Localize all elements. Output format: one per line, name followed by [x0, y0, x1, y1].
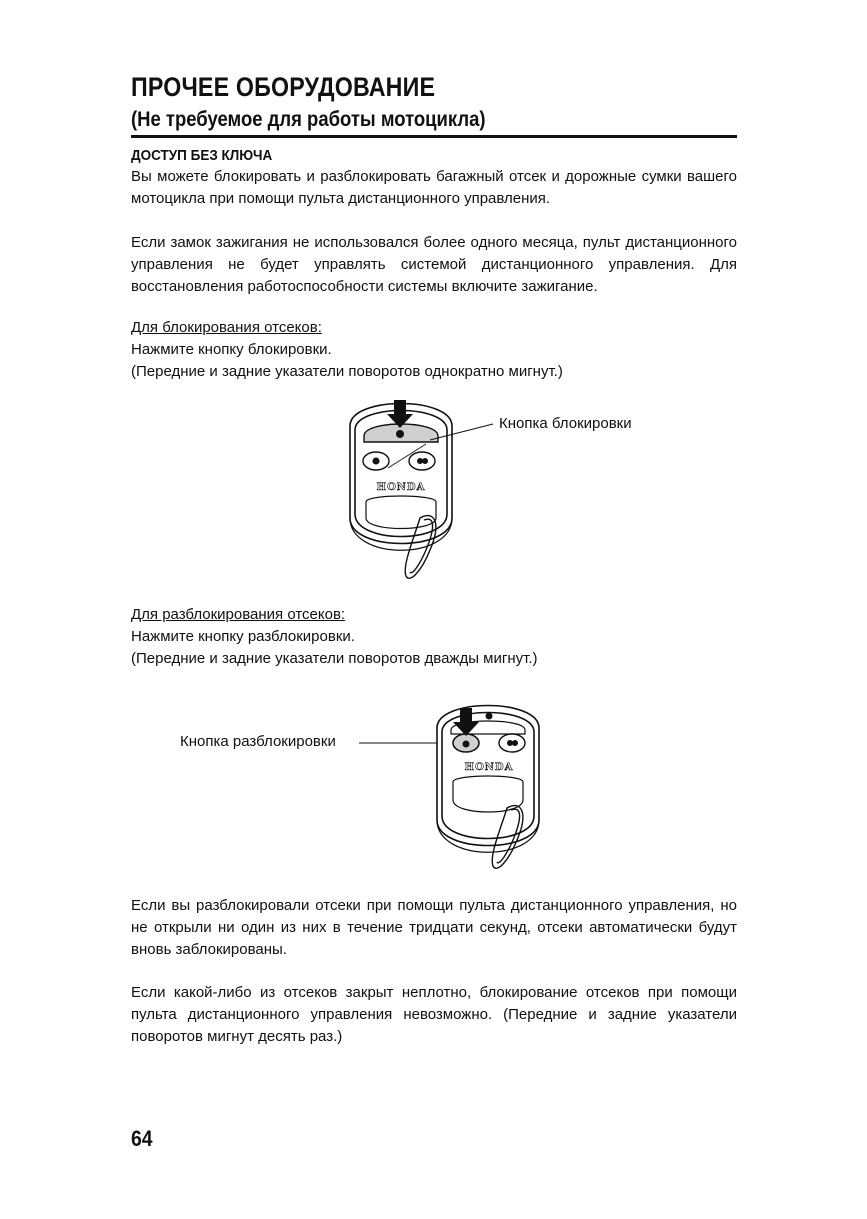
brand-logo: HONDA	[376, 482, 426, 493]
auto-relock-paragraph: Если вы разблокировали отсеки при помощи пульта дистанционного управления, но не открыли ни один из них в течение тридцати секунд, отсеки автоматически будут вновь заблокированы.	[131, 897, 737, 958]
lock-instruction: Нажмите кнопку блокировки.	[131, 341, 332, 358]
page-number: 64	[131, 1126, 153, 1151]
unlock-note: (Передние и задние указатели поворотов дважды мигнут.)	[131, 650, 538, 667]
unlock-callout-label: Кнопка разблокировки	[180, 733, 336, 750]
lock-note: (Передние и задние указатели поворотов однократно мигнут.)	[131, 363, 563, 380]
lock-heading: Для блокирования отсеков:	[131, 319, 322, 336]
page-subtitle: (Не требуемое для работы мотоцикла)	[131, 108, 486, 131]
section-heading: ДОСТУП БЕЗ КЛЮЧА	[131, 147, 273, 164]
unlock-heading: Для разблокирования отсеков:	[131, 606, 346, 623]
lock-callout-label: Кнопка блокировки	[499, 415, 632, 432]
not-closed-paragraph: Если какой-либо из отсеков закрыт неплотно, блокирование отсеков при помощи пульта дистанционного управления невозможно. (Передние и задние указатели поворотов мигнут десять раз.)	[131, 984, 737, 1045]
brand-logo: HONDA	[464, 762, 514, 773]
unlock-remote-figure	[355, 690, 555, 880]
ignition-paragraph: Если замок зажигания не использовался более одного месяца, пульт дистанционного управления не будет управлять системой дистанционного управления. Для восстановления работоспособности системы включите зажигание.	[131, 234, 737, 295]
intro-paragraph: Вы можете блокировать и разблокировать багажный отсек и дорожные сумки вашего мотоцикла при помощи пульта дистанционного управления.	[131, 168, 737, 207]
page-title: ПРОЧЕЕ ОБОРУДОВАНИЕ	[131, 72, 436, 102]
title-divider	[131, 135, 737, 138]
unlock-instruction: Нажмите кнопку разблокировки.	[131, 628, 355, 645]
